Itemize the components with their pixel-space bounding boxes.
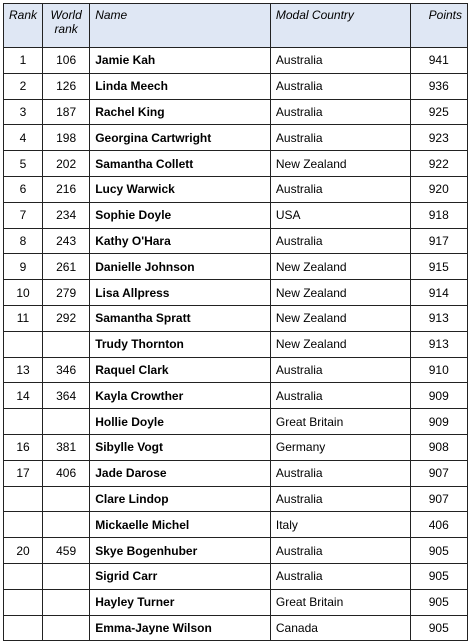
header-modal-country: Modal Country	[270, 4, 410, 48]
cell-rank: 11	[4, 305, 43, 331]
rankings-table-container	[3, 3, 468, 641]
cell-name: Georgina Cartwright	[90, 125, 271, 151]
cell-points: 913	[410, 305, 468, 331]
header-rank: Rank	[4, 4, 43, 48]
table-row	[4, 48, 468, 74]
cell-country: New Zealand	[270, 305, 410, 331]
cell-points: 907	[410, 486, 468, 512]
table-row	[4, 305, 468, 331]
cell-country: New Zealand	[270, 254, 410, 280]
cell-points: 913	[410, 331, 468, 357]
cell-rank: 9	[4, 254, 43, 280]
cell-name: Lucy Warwick	[90, 176, 271, 202]
table-row	[4, 151, 468, 177]
cell-name: Trudy Thornton	[90, 331, 271, 357]
cell-world-rank	[43, 512, 90, 538]
cell-world-rank: 381	[43, 434, 90, 460]
cell-rank	[4, 615, 43, 641]
cell-rank	[4, 589, 43, 615]
cell-name: Hayley Turner	[90, 589, 271, 615]
cell-name: Jade Darose	[90, 460, 271, 486]
cell-world-rank: 106	[43, 48, 90, 74]
cell-world-rank	[43, 563, 90, 589]
cell-rank: 8	[4, 228, 43, 254]
cell-country: Australia	[270, 460, 410, 486]
cell-rank: 4	[4, 125, 43, 151]
cell-world-rank: 234	[43, 202, 90, 228]
cell-points: 905	[410, 538, 468, 564]
cell-rank: 3	[4, 99, 43, 125]
cell-rank	[4, 486, 43, 512]
cell-points: 914	[410, 280, 468, 306]
table-row	[4, 512, 468, 538]
table-row	[4, 589, 468, 615]
cell-name: Emma-Jayne Wilson	[90, 615, 271, 641]
table-row	[4, 99, 468, 125]
cell-points: 915	[410, 254, 468, 280]
table-row	[4, 228, 468, 254]
cell-country: Australia	[270, 99, 410, 125]
cell-world-rank: 459	[43, 538, 90, 564]
header-row	[4, 4, 468, 48]
cell-rank: 6	[4, 176, 43, 202]
cell-rank: 2	[4, 73, 43, 99]
cell-name: Sigrid Carr	[90, 563, 271, 589]
cell-name: Samantha Collett	[90, 151, 271, 177]
cell-world-rank	[43, 615, 90, 641]
table-row	[4, 563, 468, 589]
cell-rank: 10	[4, 280, 43, 306]
cell-rank	[4, 331, 43, 357]
cell-rank: 17	[4, 460, 43, 486]
cell-country: Australia	[270, 538, 410, 564]
cell-points: 909	[410, 409, 468, 435]
cell-points: 406	[410, 512, 468, 538]
cell-country: Australia	[270, 228, 410, 254]
cell-country: Australia	[270, 383, 410, 409]
cell-name: Lisa Allpress	[90, 280, 271, 306]
header-points: Points	[410, 4, 468, 48]
cell-country: Italy	[270, 512, 410, 538]
cell-country: Australia	[270, 563, 410, 589]
cell-country: Australia	[270, 125, 410, 151]
cell-name: Clare Lindop	[90, 486, 271, 512]
cell-world-rank: 279	[43, 280, 90, 306]
cell-world-rank	[43, 486, 90, 512]
table-row	[4, 254, 468, 280]
header-name: Name	[90, 4, 271, 48]
table-body	[4, 48, 468, 641]
cell-world-rank: 187	[43, 99, 90, 125]
cell-rank: 1	[4, 48, 43, 74]
cell-name: Sophie Doyle	[90, 202, 271, 228]
cell-points: 925	[410, 99, 468, 125]
cell-name: Kayla Crowther	[90, 383, 271, 409]
cell-rank: 13	[4, 357, 43, 383]
cell-name: Skye Bogenhuber	[90, 538, 271, 564]
cell-country: Germany	[270, 434, 410, 460]
cell-name: Sibylle Vogt	[90, 434, 271, 460]
table-row	[4, 486, 468, 512]
cell-rank: 7	[4, 202, 43, 228]
cell-name: Danielle Johnson	[90, 254, 271, 280]
cell-points: 910	[410, 357, 468, 383]
cell-points: 905	[410, 563, 468, 589]
table-row	[4, 357, 468, 383]
cell-rank: 5	[4, 151, 43, 177]
table-row	[4, 460, 468, 486]
cell-points: 941	[410, 48, 468, 74]
table-row	[4, 409, 468, 435]
cell-country: Great Britain	[270, 589, 410, 615]
table-row	[4, 176, 468, 202]
cell-country: New Zealand	[270, 280, 410, 306]
rankings-table	[3, 3, 468, 641]
cell-points: 918	[410, 202, 468, 228]
table-header	[4, 4, 468, 48]
cell-name: Mickaelle Michel	[90, 512, 271, 538]
cell-country: New Zealand	[270, 331, 410, 357]
table-row	[4, 538, 468, 564]
cell-rank	[4, 563, 43, 589]
cell-name: Linda Meech	[90, 73, 271, 99]
cell-name: Hollie Doyle	[90, 409, 271, 435]
cell-points: 922	[410, 151, 468, 177]
cell-world-rank	[43, 589, 90, 615]
table-row	[4, 434, 468, 460]
cell-points: 908	[410, 434, 468, 460]
cell-points: 907	[410, 460, 468, 486]
cell-world-rank: 216	[43, 176, 90, 202]
cell-name: Rachel King	[90, 99, 271, 125]
cell-points: 909	[410, 383, 468, 409]
cell-country: Australia	[270, 486, 410, 512]
cell-country: USA	[270, 202, 410, 228]
cell-world-rank: 198	[43, 125, 90, 151]
table-row	[4, 125, 468, 151]
cell-country: Great Britain	[270, 409, 410, 435]
cell-world-rank: 346	[43, 357, 90, 383]
cell-rank	[4, 512, 43, 538]
table-row	[4, 383, 468, 409]
table-row	[4, 73, 468, 99]
cell-world-rank: 364	[43, 383, 90, 409]
cell-rank: 20	[4, 538, 43, 564]
table-row	[4, 331, 468, 357]
cell-world-rank	[43, 409, 90, 435]
cell-points: 905	[410, 615, 468, 641]
cell-world-rank: 126	[43, 73, 90, 99]
cell-rank: 16	[4, 434, 43, 460]
cell-world-rank: 406	[43, 460, 90, 486]
cell-rank: 14	[4, 383, 43, 409]
cell-world-rank: 243	[43, 228, 90, 254]
table-row	[4, 280, 468, 306]
cell-name: Samantha Spratt	[90, 305, 271, 331]
cell-points: 920	[410, 176, 468, 202]
cell-points: 936	[410, 73, 468, 99]
cell-country: Australia	[270, 48, 410, 74]
cell-country: Australia	[270, 176, 410, 202]
cell-points: 905	[410, 589, 468, 615]
cell-points: 917	[410, 228, 468, 254]
cell-country: Australia	[270, 73, 410, 99]
cell-world-rank: 202	[43, 151, 90, 177]
cell-rank	[4, 409, 43, 435]
table-row	[4, 615, 468, 641]
header-world-rank: World rank	[43, 4, 90, 48]
table-row	[4, 202, 468, 228]
cell-world-rank: 292	[43, 305, 90, 331]
cell-world-rank	[43, 331, 90, 357]
cell-country: Canada	[270, 615, 410, 641]
cell-name: Raquel Clark	[90, 357, 271, 383]
cell-country: New Zealand	[270, 151, 410, 177]
cell-points: 923	[410, 125, 468, 151]
cell-name: Jamie Kah	[90, 48, 271, 74]
cell-country: Australia	[270, 357, 410, 383]
cell-world-rank: 261	[43, 254, 90, 280]
cell-name: Kathy O'Hara	[90, 228, 271, 254]
